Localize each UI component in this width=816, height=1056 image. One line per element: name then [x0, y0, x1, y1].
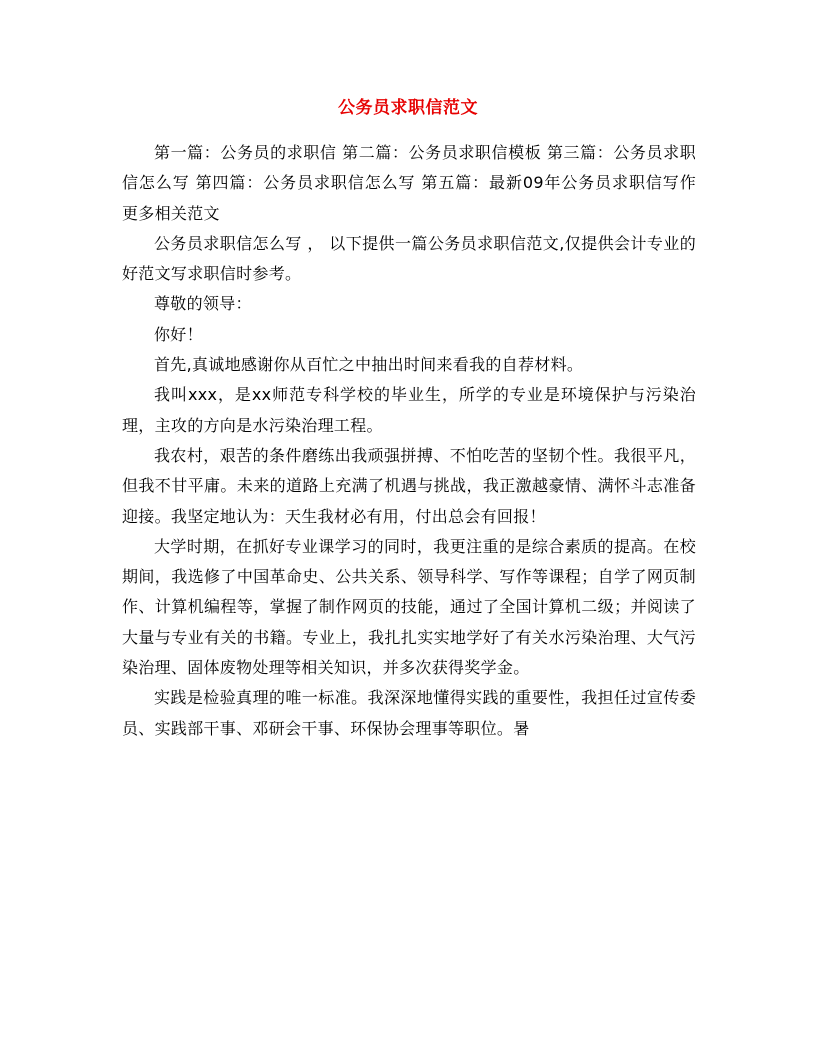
paragraph-intro: 公务员求职信怎么写 ， 以下提供一篇公务员求职信范文,仅提供会计专业的好范文写求职信时参考。	[122, 233, 696, 284]
paragraph-practice: 实践是检验真理的唯一标准。我深深地懂得实践的重要性，我担任过宣传委员、实践部干事、邓研会干事、环保协会理事等职位。暑	[122, 688, 696, 738]
paragraph-salutation: 尊敬的领导：	[154, 294, 252, 314]
paragraph-greeting: 你好！	[154, 324, 203, 344]
paragraph-background: 我农村，艰苦的条件磨练出我顽强拼搏、不怕吃苦的坚韧个性。我很平凡，但我不甘平庸。未来的道路上充满了机遇与挑战，我正激越豪情、满怀斗志准备迎接。我坚定地认为：天生我材必有用，付出总会有回报！	[122, 445, 696, 526]
document-title: 公务员求职信范文	[338, 98, 478, 118]
document-body	[122, 138, 696, 744]
paragraph-self-introduction: 我叫xxx，是xx师范专科学校的毕业生，所学的专业是环境保护与污染治理，主攻的方向是水污染治理工程。	[122, 385, 696, 435]
paragraph-contents-list: 第一篇：公务员的求职信 第二篇：公务员求职信模板 第三篇：公务员求职信怎么写 第四篇：公务员求职信怎么写 第五篇：最新09年公务员求职信写作 更多相关范文	[122, 143, 696, 223]
paragraph-thanks: 首先,真诚地感谢你从百忙之中抽出时间来看我的自荐材料。	[154, 355, 584, 375]
paragraph-university: 大学时期，在抓好专业课学习的同时，我更注重的是综合素质的提高。在校期间，我选修了中国革命史、公共关系、领导科学、写作等课程；自学了网页制作、计算机编程等，掌握了制作网页的技能，通过了全国计算机二级；并阅读了大量与专业有关的书籍。专业上，我扎扎实实地学好了有关水污染治理、大气污染治理、固体废物处理等相关知识，并多次获得奖学金。	[122, 536, 696, 678]
